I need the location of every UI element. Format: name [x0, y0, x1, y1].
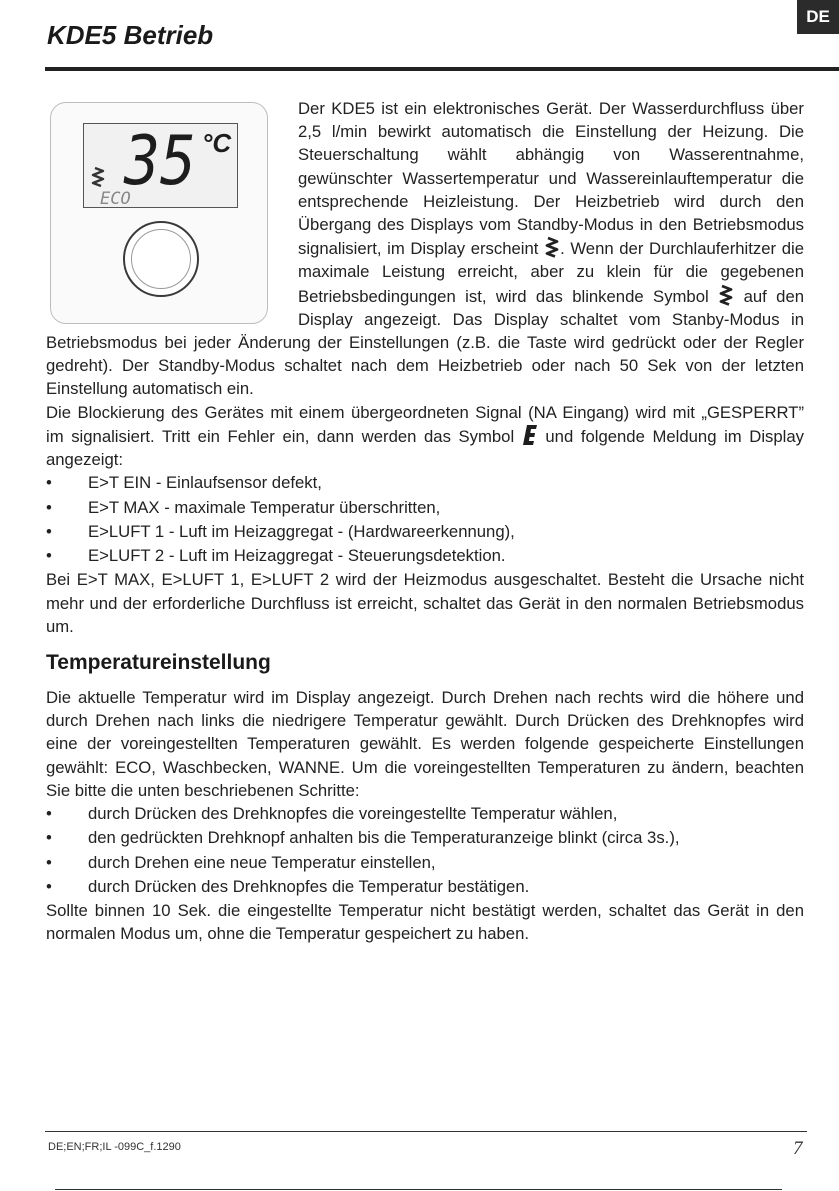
page-title: KDE5 Betrieb: [47, 20, 214, 50]
display-temperature: 35: [123, 124, 196, 201]
page-number: 7: [793, 1138, 803, 1159]
language-badge: DE: [797, 0, 839, 34]
error-list: [46, 471, 804, 568]
bottom-divider: [55, 1189, 782, 1190]
heating-zigzag-icon: [719, 284, 733, 306]
title-divider: [45, 67, 839, 71]
footer-divider: [45, 1131, 807, 1132]
main-content: [46, 97, 804, 946]
list-item: • durch Drehen eine neue Temperatur einstellen,: [46, 851, 804, 875]
display-mode: ECO: [100, 189, 131, 206]
temperature-paragraph-1: Die aktuelle Temperatur wird im Display angezeigt. Durch Drehen nach rechts wird die höhere und durch Drehen nach links die niedrigere Temperatur gewählt. Durch Drücken des Drehknopfes wird eine der voreingestellten Temperaturen gewählt. Es werden folgende gespeicherte Einstellungen gewählt: ECO, Waschbecken, WANNE. Um die voreingestellten Temperaturen zu ändern, beachten Sie bitte die unten beschriebenen Schritte:: [46, 688, 804, 800]
steps-list: [46, 802, 804, 899]
list-item: • E>T MAX - maximale Temperatur überschritten,: [46, 496, 804, 520]
list-item: • den gedrückten Drehknopf anhalten bis die Temperaturanzeige blinkt (circa 3s.),: [46, 826, 804, 850]
list-item: • durch Drücken des Drehknopfes die Temperatur bestätigen.: [46, 875, 804, 899]
illustration-spacer: [46, 97, 298, 327]
section-heading: Temperatureinstellung: [46, 651, 271, 675]
intro-text-c: auf den Display angezeigt. Das Display schaltet vom Stanby-Modus in Betriebsmodus bei jeder Änderung der Einstellungen (z.B. die Taste wird gedrückt oder der Regler gedreht). Der Standby-Modus schaltet nach dem Heizbetrieb oder nach 50 Sek von der letzten Einstellung automatisch ein.: [46, 286, 805, 399]
temperature-paragraph-2: Sollte binnen 10 Sek. die eingestellte Temperatur nicht bestätigt werden, schaltet das Gerät in den normalen Modus um, ohne die Temperatur gespeichert zu haben.: [46, 901, 804, 944]
list-item: • E>LUFT 1 - Luft im Heizaggregat - (Hardwareerkennung),: [46, 520, 804, 544]
intro-text-e: und folgende Meldung im Display angezeigt:: [46, 426, 804, 470]
intro-paragraph-2: [46, 401, 804, 472]
heating-zigzag-icon: [545, 236, 559, 258]
list-item: • durch Drücken des Drehknopfes die voreingestellte Temperatur wählen,: [46, 802, 804, 826]
display-unit: °C: [202, 128, 232, 158]
error-e-icon: [523, 424, 537, 446]
intro-paragraph-3: Bei E>T MAX, E>LUFT 1, E>LUFT 2 wird der Heizmodus ausgeschaltet. Besteht die Ursache nicht mehr und der erforderliche Durchfluss ist erreicht, schaltet das Gerät in den normalen Betriebsmodus um.: [46, 570, 804, 636]
intro-text-d: Die Blockierung des Gerätes mit einem übergeordneten Signal (NA Eingang) wird mit „GESPERRT” im signalisiert. Tritt ein Fehler ein, dann werden das Symbol: [46, 402, 804, 446]
intro-text-b: . Wenn der Durchlauferhitzer die maximale Leistung erreicht, aber zu klein für die gegebenen Betriebsbedingungen ist, wird das blinkende Symbol: [298, 239, 804, 306]
list-item: • E>T EIN - Einlaufsensor defekt,: [46, 471, 804, 495]
document-code: DE;EN;FR;IL -099C_f.1290: [48, 1141, 181, 1153]
list-item: • E>LUFT 2 - Luft im Heizaggregat - Steuerungsdetektion.: [46, 544, 804, 568]
intro-text-a: Der KDE5 ist ein elektronisches Gerät. Der Wasserdurchfluss über 2,5 l/min bewirkt automatisch die Einstellung der Heizung. Die Steuerschaltung wählt abhängig von Wasserentnahme, gewünschter Wassertemperatur und Wassereinlauftemperatur die entsprechende Heizleistung. Der Heizbetrieb wird durch den Übergang des Displays vom Standby-Modus in den Betriebsmodus signalisiert, im Display erscheint: [298, 99, 804, 259]
